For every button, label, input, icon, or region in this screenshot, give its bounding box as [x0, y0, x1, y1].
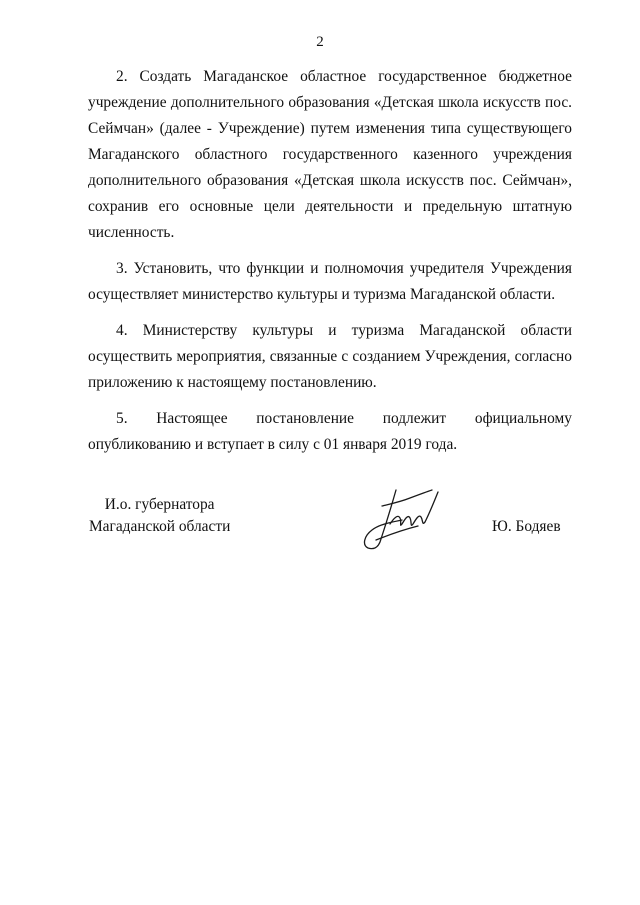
paragraph-5: 5. Настоящее постановление подлежит официальному опубликованию и вступает в силу с 01 января 2019 года. — [88, 410, 572, 453]
paragraph-4: 4. Министерству культуры и туризма Магаданской области осуществить мероприятия, связанные с созданием Учреждения, согласно приложению к настоящему постановлению. — [88, 322, 572, 391]
handwritten-signature — [352, 484, 446, 554]
paragraph-3: 3. Установить, что функции и полномочия учредителя Учреждения осуществляет министерство культуры и туризма Магаданской области. — [88, 260, 572, 303]
document-body — [88, 64, 572, 458]
signatory-title-line1: И.о. губернатора — [104, 496, 215, 513]
signatory-title-line2: Магаданской области — [89, 518, 231, 535]
paragraph-2: 2. Создать Магаданское областное государственное бюджетное учреждение дополнительного образования «Детская школа искусств пос. Сеймчан» (далее - Учреждение) путем изменения типа существующего Магаданского областного государственного казенного учреждения дополнительного образования «Детская школа искусств пос. Сеймчан», сохранив его основные цели деятельности и предельную штатную численность. — [88, 68, 572, 241]
page-number: 2 — [316, 34, 324, 50]
signatory-title — [89, 494, 230, 538]
signer-name: Ю. Бодяев — [492, 518, 561, 535]
